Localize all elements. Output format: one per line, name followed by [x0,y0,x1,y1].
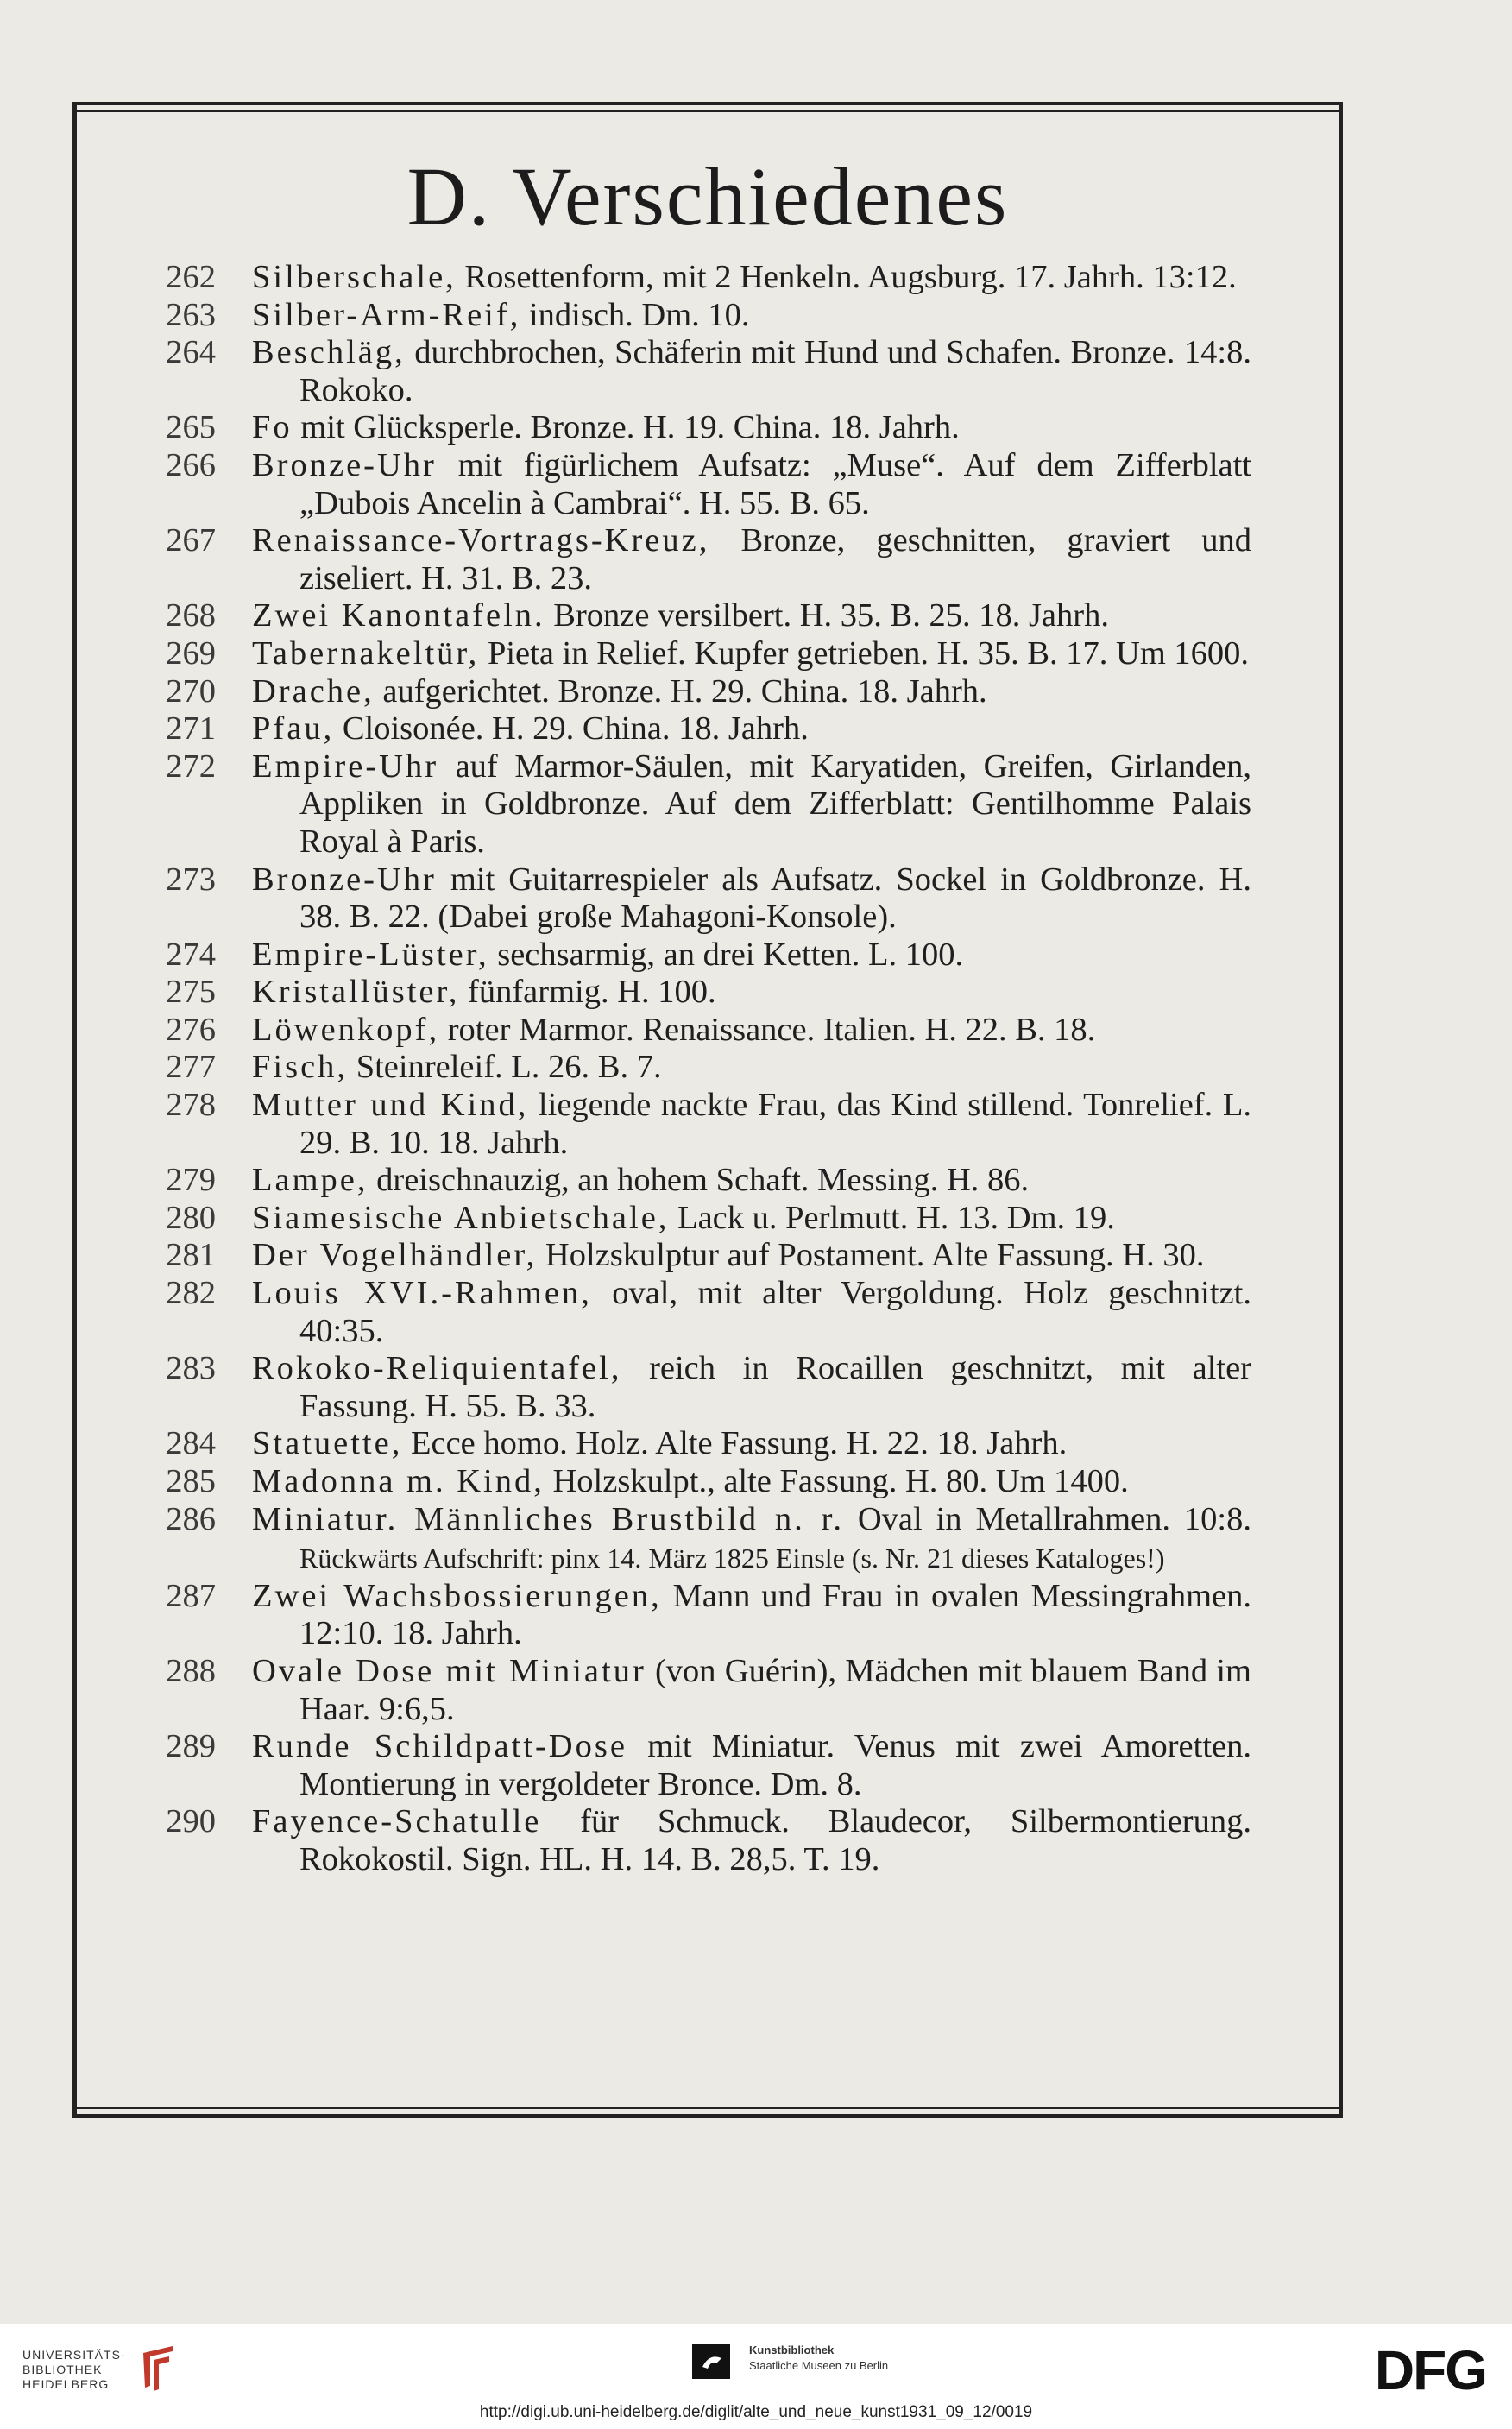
entry-description [252,259,1251,297]
entry-number: 278 [166,1087,216,1124]
entry-number: 272 [166,748,216,785]
catalog-entry [155,1501,1251,1578]
entry-body: (von Guérin), Mädchen mit blauem Band im Haar. 9:6,5. [299,1652,1251,1727]
entry-heading: Der Vogelhändler, [252,1237,538,1274]
entry-description [252,522,1251,597]
entry-heading: Siamesische Anbietschale, [252,1199,670,1236]
entry-body: Bronze, geschnitten, graviert und ziseliert. H. 31. B. 23. [299,522,1251,596]
catalog-entry [155,937,1251,975]
catalog-entry [155,1237,1251,1275]
kb-line-1: Kunstbibliothek [749,2344,835,2356]
heidelberg-logo-icon [138,2343,180,2394]
kb-line-2: Staatliche Museen zu Berlin [749,2359,889,2372]
kunstbibliothek-label[interactable] [749,2343,888,2374]
entry-number: 267 [166,522,216,559]
catalog-entry [155,748,1251,861]
entry-body: mit Miniatur. Venus mit zwei Amoretten. Montierung in vergoldeter Bronce. Dm. 8. [299,1728,1252,1802]
catalog-entry [155,1463,1251,1501]
entry-body: Holzskulpt., alte Fassung. H. 80. Um 1400. [544,1463,1129,1499]
entry-description [252,1350,1251,1425]
entry-body: für Schmuck. Blaudecor, Silbermontierung. Rokokostil. Sign. HL. H. 14. B. 28,5. T. 19. [299,1803,1251,1877]
catalog-entry [155,974,1251,1012]
entry-description [252,1049,1251,1087]
entry-body: aufgerichtet. Bronze. H. 29. China. 18. Jahrh. [374,672,987,710]
catalog-entry [155,1087,1251,1162]
entry-description [252,597,1251,635]
entry-heading: Zwei Kanontafeln. [252,597,545,634]
entry-description [252,1803,1251,1878]
entry-body: Ecce homo. Holz. Alte Fassung. H. 22. 18. Jahrh. [402,1425,1068,1462]
entry-heading: Madonna m. Kind, [252,1463,545,1499]
entry-body: durchbrochen, Schäferin mit Hund und Schafen. Bronze. 14:8. Rokoko. [299,334,1251,408]
entry-description [252,1012,1251,1050]
entry-description [252,1237,1251,1275]
entry-number: 263 [166,296,216,333]
entry-body: Cloisonée. H. 29. China. 18. Jahrh. [334,710,809,748]
entry-heading: Ovale Dose mit Miniatur [252,1652,646,1689]
uni-line-3: HEIDELBERG [22,2377,110,2391]
entry-body: Oval in Metallrahmen. 10:8. [843,1500,1251,1537]
entry-number: 276 [166,1011,216,1048]
entry-heading: Silberschale, [252,259,457,295]
entry-description [252,297,1251,335]
dfg-logo[interactable]: DFG [1374,2339,1486,2401]
entry-number: 269 [166,634,216,672]
catalog-entry [155,1012,1251,1050]
entry-number: 289 [166,1728,216,1765]
entry-description [252,409,1251,447]
entry-heading: Renaissance-Vortrags-Kreuz, [252,522,710,559]
entry-heading: Tabernakeltür, [252,634,480,672]
entry-description [252,748,1251,861]
entry-heading: Drache, [252,672,375,710]
entry-description [252,1578,1251,1653]
entry-number: 290 [166,1803,216,1840]
entry-heading: Empire-Lüster, [252,936,489,973]
entry-body: roter Marmor. Renaissance. Italien. H. 22. B. 18. [439,1011,1096,1048]
entry-heading: Miniatur. Männliches Brustbild n. r. [252,1500,844,1537]
entry-description [252,673,1251,711]
entry-number: 286 [166,1500,216,1537]
catalog-entry [155,1653,1251,1728]
entry-number: 264 [166,334,216,371]
entry-description [252,1463,1251,1501]
permalink-url[interactable]: http://digi.ub.uni-heidelberg.de/diglit/alte_und_neue_kunst1931_09_12/0019 [479,2403,1033,2421]
entry-number: 262 [166,259,216,295]
entry-body: mit Glücksperle. Bronze. H. 19. China. 18. Jahrh. [292,409,960,446]
catalog-entry [155,597,1251,635]
catalog-entry [155,409,1251,447]
entry-heading: Kristallüster, [252,974,460,1011]
catalog-entry [155,1049,1251,1087]
entry-body: reich in Rocaillen geschnitzt, mit alter Fassung. H. 55. B. 33. [299,1350,1251,1424]
catalog-entry [155,1350,1251,1425]
entry-note: Rückwärts Aufschrift: pinx 14. März 1825 Einsle (s. Nr. 21 dieses Kataloges!) [299,1543,1165,1574]
entry-number: 266 [166,446,216,483]
catalog-entry [155,334,1251,409]
catalog-entry [155,635,1251,673]
entry-number: 288 [166,1652,216,1689]
entry-number: 283 [166,1350,216,1387]
entry-number: 281 [166,1237,216,1274]
entry-body: Mann und Frau in ovalen Messingrahmen. 12:10. 18. Jahrh. [299,1577,1252,1652]
entry-number: 273 [166,861,216,898]
entry-body: Bronze versilbert. H. 35. B. 25. 18. Jahrh. [545,597,1109,634]
entry-number: 268 [166,597,216,634]
entry-description [252,1653,1251,1728]
catalog-entry [155,1275,1251,1350]
catalog-entry [155,1803,1251,1878]
section-title: D. Verschiedenes [406,150,1009,243]
entry-body: dreischnauzig, an hohem Schaft. Messing. H. 86. [368,1162,1030,1199]
entry-number: 265 [166,409,216,446]
entry-heading: Lampe, [252,1162,369,1199]
entry-number: 274 [166,936,216,973]
catalog-entry [155,1200,1251,1238]
entry-body: fünfarmig. H. 100. [459,974,716,1011]
entry-heading: Bronze-Uhr [252,861,437,898]
entry-body: indisch. Dm. 10. [520,296,750,333]
entry-description [252,1275,1251,1350]
entry-heading: Empire-Uhr [252,748,439,785]
entry-heading: Pfau, [252,710,335,748]
university-library-label[interactable] [22,2348,126,2392]
catalog-entry [155,1728,1251,1803]
entry-description [252,710,1251,748]
entry-heading: Rokoko-Reliquientafel, [252,1350,622,1387]
entry-number: 280 [166,1199,216,1236]
entry-heading: Fo [252,409,293,446]
entry-heading: Löwenkopf, [252,1011,440,1048]
entry-description [252,974,1251,1012]
entry-heading: Mutter und Kind, [252,1087,529,1124]
entry-number: 270 [166,672,216,710]
entry-number: 285 [166,1463,216,1499]
entry-number: 287 [166,1577,216,1614]
catalog-entry-list [155,259,1251,1879]
entry-body: Rosettenform, mit 2 Henkeln. Augsburg. 17. Jahrh. 13:12. [456,259,1237,295]
entry-heading: Louis XVI.-Rahmen, [252,1275,592,1312]
entry-heading: Silber-Arm-Reif, [252,296,521,333]
entry-heading: Fisch, [252,1049,349,1086]
kunstbibliothek-logo-icon [690,2341,735,2382]
entry-body: Lack u. Perlmutt. H. 13. Dm. 19. [669,1199,1115,1236]
entry-number: 282 [166,1275,216,1312]
entry-body: mit figürlichem Aufsatz: „Muse“. Auf dem Zifferblatt „Dubois Ancelin à Cambrai“. H. 55. B. 65. [299,446,1251,521]
uni-line-2: BIBLIOTHEK [22,2363,103,2376]
entry-heading: Runde Schildpatt-Dose [252,1728,627,1765]
catalog-entry [155,297,1251,335]
entry-body: auf Marmor-Säulen, mit Karyatiden, Greifen, Girlanden, Appliken in Goldbronze. Auf dem Zifferblatt: Gentilhomme Palais Royal à Paris. [299,748,1251,860]
entry-body: oval, mit alter Vergoldung. Holz geschnitzt. 40:35. [299,1275,1251,1349]
catalog-entry [155,1578,1251,1653]
entry-heading: Bronze-Uhr [252,446,437,483]
entry-description [252,1162,1251,1200]
catalog-entry [155,1162,1251,1200]
catalog-entry [155,522,1251,597]
entry-number: 277 [166,1049,216,1086]
entry-body: mit Guitarrespieler als Aufsatz. Sockel in Goldbronze. H. 38. B. 22. (Dabei große Mahagoni-Konsole). [299,861,1251,936]
entry-heading: Zwei Wachsbossierungen, [252,1577,662,1614]
entry-body: Steinreleif. L. 26. B. 7. [348,1049,662,1086]
entry-description [252,1425,1251,1463]
entry-description [252,635,1251,673]
entry-description [252,334,1251,409]
catalog-entry [155,447,1251,522]
catalog-entry [155,861,1251,937]
entry-description [252,447,1251,522]
entry-body: sechsarmig, an drei Ketten. L. 100. [488,936,964,973]
entry-number: 279 [166,1162,216,1199]
entry-body: Holzskulptur auf Postament. Alte Fassung. H. 30. [537,1237,1205,1274]
entry-description [252,1087,1251,1162]
entry-description [252,1728,1251,1803]
entry-description [252,937,1251,975]
entry-body: liegende nackte Frau, das Kind stillend. Tonrelief. L. 29. B. 10. 18. Jahrh. [299,1087,1251,1161]
entry-description [252,1200,1251,1238]
digitization-footer [0,2324,1512,2429]
entry-number: 271 [166,710,216,748]
catalog-entry [155,673,1251,711]
uni-line-1: UNIVERSITÄTS- [22,2348,126,2362]
entry-heading: Statuette, [252,1425,403,1462]
entry-description [252,861,1251,937]
entry-description [252,1501,1251,1578]
entry-number: 284 [166,1425,216,1462]
entry-body: Pieta in Relief. Kupfer getrieben. H. 35. B. 17. Um 1600. [479,634,1250,672]
catalog-entry [155,1425,1251,1463]
catalog-entry [155,259,1251,297]
catalog-entry [155,710,1251,748]
entry-heading: Beschläg, [252,334,406,371]
entry-heading: Fayence-Schatulle [252,1803,542,1840]
entry-number: 275 [166,974,216,1011]
